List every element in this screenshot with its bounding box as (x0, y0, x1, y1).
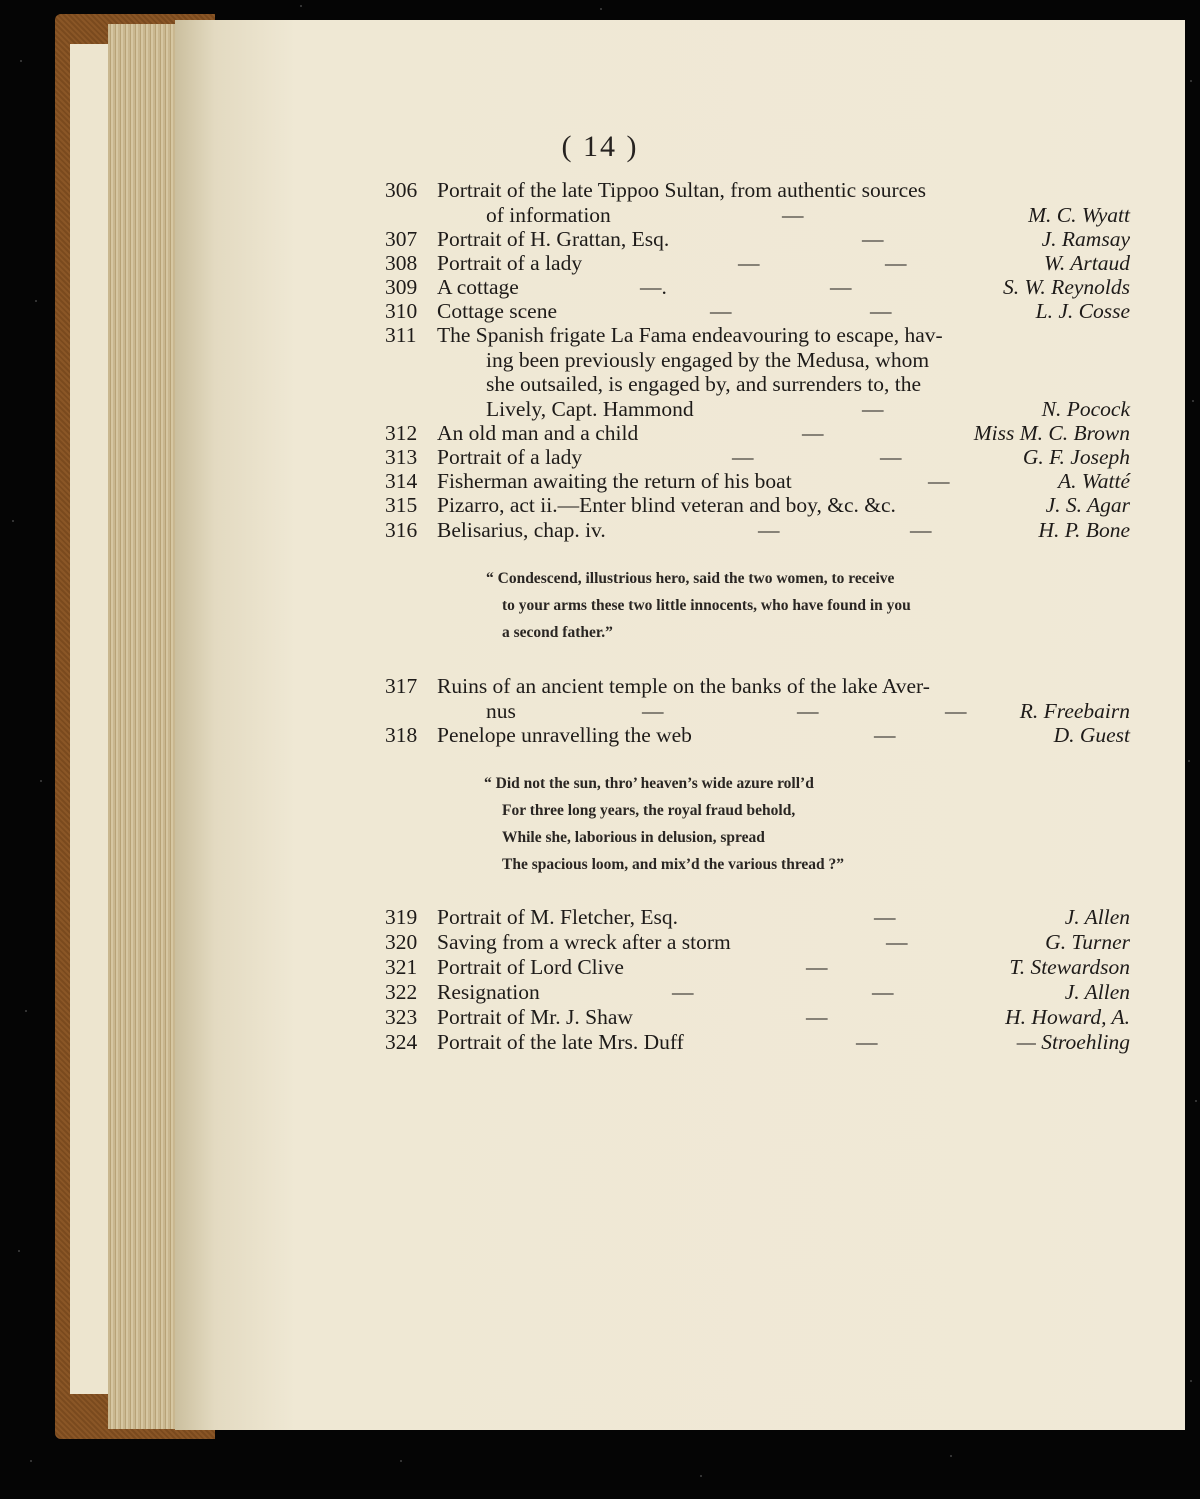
artist-name: G. F. Joseph (1022, 445, 1130, 469)
artist-name: H. Howard, A. (1005, 1005, 1130, 1029)
leader-dash: — (782, 202, 804, 227)
background-speck (30, 1460, 32, 1462)
leader-dash: — (710, 299, 732, 323)
entry-number: 318 (385, 723, 418, 747)
entry-number: 324 (385, 1030, 418, 1054)
entry-title-line: Portrait of the late Tippoo Sultan, from authentic sources (437, 178, 927, 202)
leader-dash: — (928, 469, 950, 493)
entry-title-line: Belisarius, chap. iv. (437, 518, 606, 542)
artist-name: M. C. Wyatt (1028, 202, 1130, 227)
background-speck (950, 1455, 952, 1457)
leader-dash: — (872, 980, 894, 1004)
leader-dash: — (806, 955, 828, 979)
artist-name: N. Pocock (1041, 396, 1130, 421)
entry-number: 310 (385, 299, 418, 323)
leader-dash: — (806, 1005, 828, 1029)
leader-dash: — (862, 396, 884, 421)
artist-name: G. Turner (1045, 930, 1130, 954)
background-speck (400, 1460, 402, 1462)
quote-line: For three long years, the royal fraud behold, (502, 802, 796, 819)
leader-dash: — (732, 445, 754, 469)
entry-number: 321 (385, 955, 418, 979)
leader-dash: — (874, 905, 896, 929)
artist-name: J. Allen (1064, 980, 1130, 1004)
artist-name: W. Artaud (1043, 251, 1130, 275)
entry-title-line: The Spanish frigate La Fama endeavouring to escape, hav- (437, 323, 943, 347)
entry-number: 311 (385, 323, 417, 347)
quote-line: “ Did not the sun, thro’ heaven’s wide azure roll’d (484, 775, 814, 792)
background-speck (35, 300, 37, 302)
entry-number: 319 (385, 905, 418, 929)
entry-number: 315 (385, 493, 418, 517)
entry-title-line: Lively, Capt. Hammond (486, 396, 694, 421)
artist-name: J. Ramsay (1041, 227, 1130, 251)
leader-dash: — (830, 275, 852, 299)
entry-title-line: Saving from a wreck after a storm (437, 930, 731, 954)
entry-title-line: Fisherman awaiting the return of his boat (437, 469, 792, 493)
background-speck (40, 780, 42, 782)
entry-title-line: nus (486, 698, 516, 723)
background-speck (18, 1250, 20, 1252)
entry-number: 308 (385, 251, 418, 275)
background-speck (12, 520, 14, 522)
leader-dash: — (945, 698, 967, 723)
entry-title-line: Portrait of a lady (437, 251, 583, 275)
leader-dash: — (672, 980, 694, 1004)
leader-dash: — (886, 930, 908, 954)
background-speck (1190, 80, 1192, 82)
artist-name: D. Guest (1053, 723, 1130, 747)
entry-number: 313 (385, 445, 418, 469)
artist-name: J. S. Agar (1045, 493, 1130, 517)
background-speck (300, 5, 302, 7)
leader-dash: — (870, 299, 892, 323)
leader-dash: — (802, 421, 824, 445)
leader-dash: — (910, 518, 932, 542)
background-speck (1190, 1380, 1192, 1382)
background-speck (20, 60, 22, 62)
entry-title-line: Portrait of Lord Clive (437, 955, 624, 979)
entry-title-line: Ruins of an ancient temple on the banks of the lake Aver- (437, 674, 930, 698)
background-speck (1192, 400, 1194, 402)
page-edges (108, 24, 183, 1429)
entry-number: 309 (385, 275, 418, 299)
endpaper (70, 44, 110, 1394)
leader-dash: — (880, 445, 902, 469)
entry-number: 317 (385, 674, 418, 698)
leader-dash: — (862, 227, 884, 251)
entry-number: 323 (385, 1005, 418, 1029)
leader-dash: — (885, 251, 907, 275)
entry-title-line: Portrait of M. Fletcher, Esq. (437, 905, 678, 929)
entry-title-line: Portrait of Mr. J. Shaw (437, 1005, 633, 1029)
entry-title-line: of information (486, 202, 611, 227)
entry-number: 314 (385, 469, 418, 493)
leader-dash: — (758, 518, 780, 542)
artist-name: — Stroehling (1016, 1030, 1130, 1054)
entry-number: 312 (385, 421, 418, 445)
artist-name: S. W. Reynolds (1003, 275, 1130, 299)
entry-title-line: A cottage (437, 275, 519, 299)
background-speck (700, 1475, 702, 1477)
background-speck (25, 1010, 27, 1012)
artist-name: J. Allen (1064, 905, 1130, 929)
quote-line: While she, laborious in delusion, spread (502, 829, 765, 846)
entry-title-line: Cottage scene (437, 299, 557, 323)
background-speck (600, 8, 602, 10)
entry-title-line: Portrait of the late Mrs. Duff (437, 1030, 684, 1054)
quote-line: a second father.” (502, 624, 613, 641)
leader-dash: — (797, 698, 819, 723)
artist-name: R. Freebairn (1019, 698, 1130, 723)
background-speck (1195, 1100, 1197, 1102)
quote-line: The spacious loom, and mix’d the various thread ?” (502, 856, 845, 873)
entry-title-line: Pizarro, act ii.—Enter blind veteran and boy, &c. &c. (437, 493, 896, 517)
leader-dash: — (738, 251, 760, 275)
leader-dash: —. (640, 275, 667, 299)
background-speck (1188, 760, 1190, 762)
entry-title-line: Portrait of a lady (437, 445, 583, 469)
quote-line: to your arms these two little innocents, who have found in you (502, 597, 911, 614)
artist-name: A. Watté (1057, 469, 1130, 493)
entry-number: 306 (385, 178, 418, 202)
entry-title-line: ing been previously engaged by the Medusa, whom (486, 347, 930, 372)
artist-name: Miss M. C. Brown (973, 421, 1130, 445)
entry-title-line: she outsailed, is engaged by, and surrenders to, the (486, 372, 922, 396)
leader-dash: — (874, 723, 896, 747)
artist-name: H. P. Bone (1038, 518, 1130, 542)
entry-number: 322 (385, 980, 418, 1004)
entry-number: 307 (385, 227, 418, 251)
artist-name: T. Stewardson (1009, 955, 1130, 979)
leader-dash: — (856, 1030, 878, 1054)
quote-line: “ Condescend, illustrious hero, said the two women, to receive (486, 570, 895, 587)
page-number: ( 14 ) (561, 130, 639, 163)
entry-title-line: Portrait of H. Grattan, Esq. (437, 227, 670, 251)
entry-title-line: Penelope unravelling the web (437, 723, 692, 747)
entry-number: 316 (385, 518, 418, 542)
entry-number: 320 (385, 930, 418, 954)
artist-name: L. J. Cosse (1035, 299, 1130, 323)
entry-title-line: An old man and a child (437, 421, 639, 445)
leader-dash: — (642, 698, 664, 723)
entry-title-line: Resignation (437, 980, 540, 1004)
